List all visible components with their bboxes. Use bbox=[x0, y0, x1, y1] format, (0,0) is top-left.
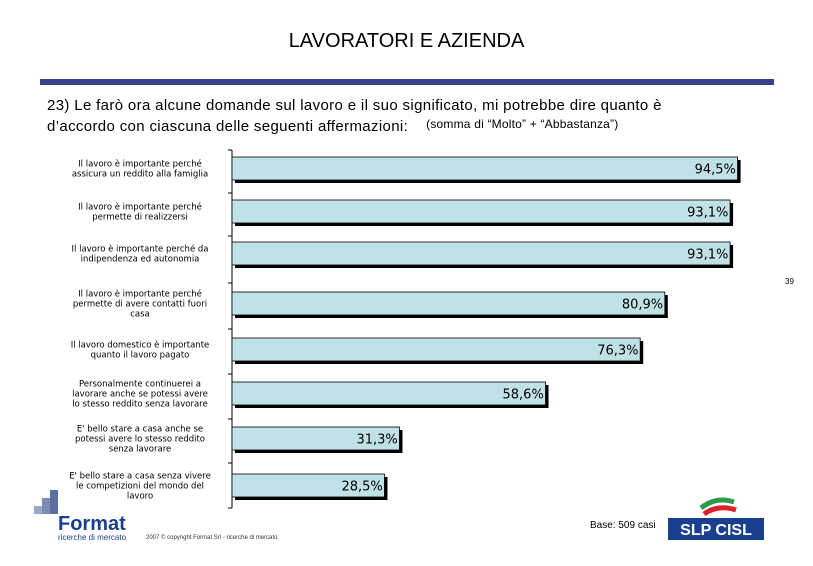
category-label: permette di avere contatti fuori bbox=[72, 299, 208, 310]
bar bbox=[232, 292, 665, 315]
logo-step-3 bbox=[50, 490, 58, 514]
logo-step-2 bbox=[42, 498, 50, 514]
logo-step-1 bbox=[34, 506, 42, 514]
category-label: lavorare anche se potessi avere bbox=[72, 389, 208, 400]
category-label: Il lavoro è importante perché bbox=[78, 289, 202, 300]
category-label: indipendenza ed autonomia bbox=[80, 254, 200, 265]
bar bbox=[232, 382, 546, 405]
data-label: 93,1% bbox=[687, 205, 729, 221]
category-label: lavoro bbox=[126, 491, 154, 502]
category-label: E' bello stare a casa anche se bbox=[76, 424, 204, 435]
category-label: Il lavoro è importante perché bbox=[78, 202, 202, 213]
category-label: potessi avere lo stesso reddito bbox=[74, 434, 206, 445]
question-text: d’accordo con ciascuna delle seguenti affermazioni: bbox=[47, 118, 409, 135]
category-label: senza lavorare bbox=[108, 444, 172, 455]
category-label: quanto il lavoro pagato bbox=[90, 350, 190, 361]
category-label: lo stesso reddito senza lavorare bbox=[72, 399, 208, 410]
category-label: Il lavoro è importante perché bbox=[78, 159, 202, 170]
category-label: Personalmente continuerei a bbox=[78, 379, 202, 390]
data-label: 76,3% bbox=[597, 343, 639, 359]
category-label: E' bello stare a casa senza vivere bbox=[69, 471, 211, 482]
slp-logo-text: SLP CISL bbox=[680, 522, 752, 539]
category-label: assicura un reddito alla famiglia bbox=[71, 169, 209, 180]
format-logo-subtext: ricerche di mercato bbox=[58, 533, 127, 542]
category-label: Il lavoro è importante perché da bbox=[71, 244, 209, 255]
data-label: 28,5% bbox=[341, 479, 383, 495]
copyright-text: 2007 © copyright Format Srl - ricerche di mercato bbox=[146, 535, 278, 541]
question-note: (somma di “Molto” + “Abbastanza”) bbox=[426, 117, 619, 131]
data-label: 31,3% bbox=[356, 432, 398, 448]
logo-wave-red bbox=[704, 508, 736, 514]
category-label: casa bbox=[130, 309, 150, 320]
bar bbox=[232, 242, 730, 265]
page-title: LAVORATORI E AZIENDA bbox=[288, 30, 525, 52]
format-logo bbox=[20, 478, 150, 543]
format-logo-text: Format bbox=[58, 513, 126, 535]
data-label: 58,6% bbox=[502, 387, 544, 403]
question-line-1: 23) Le farò ora alcune domande sul lavoro e il suo significato, mi potrebbe dire quanto è bbox=[47, 97, 662, 114]
page-number: 39 bbox=[785, 277, 794, 286]
data-label: 93,1% bbox=[687, 247, 729, 263]
category-label: permette di realizzersi bbox=[92, 212, 188, 223]
base-count: Base: 509 casi bbox=[590, 520, 656, 531]
bar bbox=[232, 338, 640, 361]
category-label: Il lavoro domestico è importante bbox=[70, 340, 210, 351]
data-label: 80,9% bbox=[621, 297, 664, 313]
bar bbox=[232, 157, 738, 180]
slp-cisl-logo bbox=[666, 490, 766, 545]
bar bbox=[232, 200, 730, 223]
data-label: 94,5% bbox=[694, 162, 736, 178]
category-label: le competizioni del mondo del bbox=[75, 481, 205, 492]
